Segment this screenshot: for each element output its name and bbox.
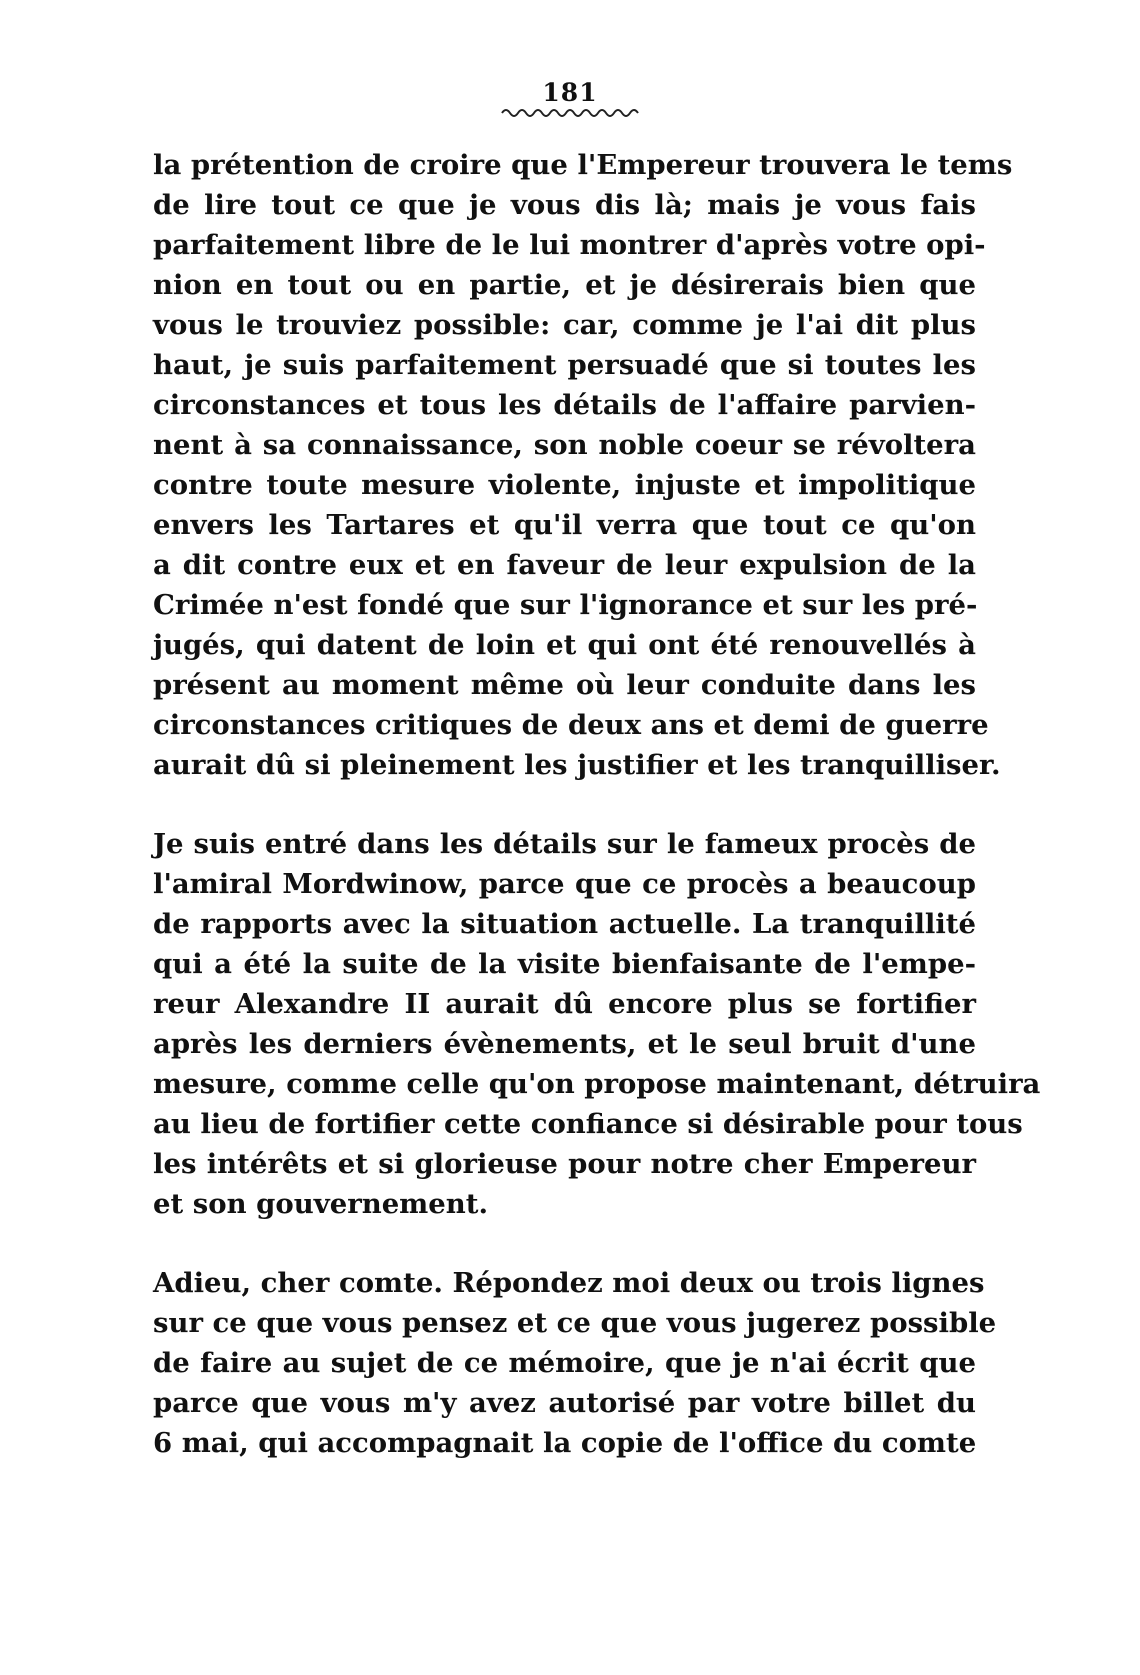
text-line: envers les Tartares et qu'il verra que tout ce qu'on [153, 509, 976, 541]
paragraph-spacer [153, 1224, 976, 1263]
text-line: nent à sa connaissance, son noble coeur se révoltera [153, 429, 976, 461]
text-line: mesure, comme celle qu'on propose maintenant, détruira [153, 1068, 1041, 1100]
text-line: de lire tout ce que je vous dis là; mais je vous fais [153, 189, 976, 221]
text-line: contre toute mesure violente, injuste et impolitique [153, 469, 976, 501]
text-line: et son gouvernement. [153, 1188, 489, 1220]
text-line: présent au moment même où leur conduite dans les [153, 669, 976, 701]
text-line: circonstances et tous les détails de l'affaire parvien- [153, 389, 976, 421]
text-line: vous le trouviez possible: car, comme je l'ai dit plus [153, 309, 976, 341]
text-line: Adieu, cher comte. Répondez moi deux ou trois lignes [153, 1267, 985, 1299]
text-line: l'amiral Mordwinow, parce que ce procès a beaucoup [153, 868, 976, 900]
text-line: sur ce que vous pensez et ce que vous jugerez possible [153, 1307, 997, 1339]
text-line: Je suis entré dans les détails sur le fameux procès de [153, 828, 976, 860]
body-text [153, 145, 1041, 1463]
text-line: 6 mai, qui accompagnait la copie de l'office du comte [153, 1427, 977, 1459]
paragraph-2 [153, 824, 1041, 1224]
wavy-ornament-icon [500, 106, 640, 120]
page-number: 181 [542, 78, 598, 107]
text-line: de rapports avec la situation actuelle. La tranquillité [153, 908, 976, 940]
text-line: parce que vous m'y avez autorisé par votre billet du [153, 1387, 976, 1419]
paragraph-spacer [153, 785, 976, 824]
text-line: qui a été la suite de la visite bienfaisante de l'empe- [153, 948, 976, 980]
paragraph-3 [153, 1263, 997, 1463]
text-line: les intérêts et si glorieuse pour notre cher Empereur [153, 1148, 976, 1180]
text-line: Crimée n'est fondé que sur l'ignorance et sur les pré- [153, 589, 978, 621]
text-line: après les derniers évènements, et le seul bruit d'une [153, 1028, 976, 1060]
text-line: parfaitement libre de le lui montrer d'après votre opi- [153, 229, 986, 261]
text-line: a dit contre eux et en faveur de leur expulsion de la [153, 549, 976, 581]
text-line: au lieu de fortifier cette confiance si désirable pour tous [153, 1108, 1023, 1140]
text-line: nion en tout ou en partie, et je désirerais bien que [153, 269, 976, 301]
text-line: la prétention de croire que l'Empereur trouvera le tems [153, 149, 1013, 181]
text-line: de faire au sujet de ce mémoire, que je n'ai écrit que [153, 1347, 976, 1379]
text-line: jugés, qui datent de loin et qui ont été renouvellés à [153, 629, 976, 661]
text-line: reur Alexandre II aurait dû encore plus se fortifier [153, 988, 976, 1020]
text-line: haut, je suis parfaitement persuadé que si toutes les [153, 349, 976, 381]
text-line: circonstances critiques de deux ans et demi de guerre [153, 709, 989, 741]
text-line: aurait dû si pleinement les justifier et les tranquilliser. [153, 749, 1001, 781]
paragraph-1 [153, 145, 1013, 785]
